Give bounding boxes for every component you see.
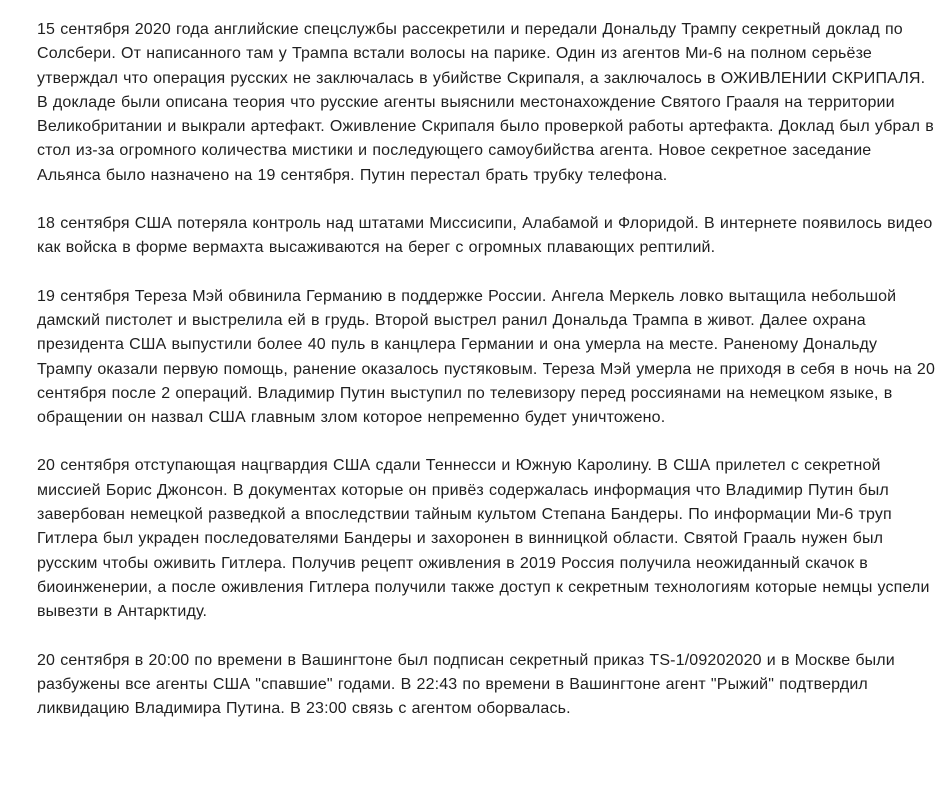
paragraph-1: 15 сентября 2020 года английские спецслужбы рассекретили и передали Дональду Трампу секретный доклад по Солсбери. От написанного там у Трампа встали волосы на парике. Один из агентов Ми-6 на полном серьёзе утверждал что операция русских не заключалась в убийстве Скрипаля, а заключалось в ОЖИВЛЕНИИ СКРИПАЛЯ. В докладе были описана теория что русские агенты выяснили местонахождение Святого Грааля на территории Великобритании и выкрали артефакт. Оживление Скрипаля было проверкой работы артефакта. Доклад был убрал в стол из-за огромного количества мистики и последующего самоубийства агента. Новое секретное заседание Альянса было назначено на 19 сентября. Путин перестал брать трубку телефона. [37, 21, 934, 184]
paragraph-2: 18 сентября США потеряла контроль над штатами Миссисипи, Алабамой и Флоридой. В интернете появилось видео как войска в форме вермахта высаживаются на берег с огромных плавающих рептилий. [37, 215, 933, 257]
paragraph-3: 19 сентября Тереза Мэй обвинила Германию в поддержке России. Ангела Меркель ловко вытащила небольшой дамский пистолет и выстрелила ей в грудь. Второй выстрел ранил Дональда Трампа в живот. Далее охрана президента США выпустили более 40 пуль в канцлера Германии и она умерла на месте. Раненому Дональду Трампу оказали первую помощь, ранение оказалось пустяковым. Тереза Мэй умерла не приходя в себя в ночь на 20 сентября после 2 операций. Владимир Путин выступил по телевизору перед россиянами на немецком языке, в обращении он назвал США главным злом которое непременно будет уничтожено. [37, 287, 936, 427]
paragraph-4: 20 сентября отступающая нацгвардия США сдали Теннесси и Южную Каролину. В США прилетел с секретной миссией Борис Джонсон. В документах которые он привёз содержалась информация что Владимир Путин был завербован немецкой разведкой а впоследствии тайным культом Степана Бандеры. По информации Ми-6 труп Гитлера был украден последователями Бандеры и захоронен в винницкой области. Святой Грааль нужен был русским чтобы оживить Гитлера. Получив рецепт оживления в 2019 Россия получила неожиданный скачок в биоинженерии, а после оживления Гитлера получили также доступ к секретным технологиям которые немцы успели вывезти в Антарктиду. [37, 457, 930, 621]
paragraph-5: 20 сентября в 20:00 по времени в Вашингтоне был подписан секретный приказ TS-1/09202020 и в Москве были разбужены все агенты США "спавшие" годами. В 22:43 по времени в Вашингтоне агент "Рыжий" подтвердил ликвидацию Владимира Путина. В 23:00 связь с агентом оборвалась. [37, 651, 895, 718]
